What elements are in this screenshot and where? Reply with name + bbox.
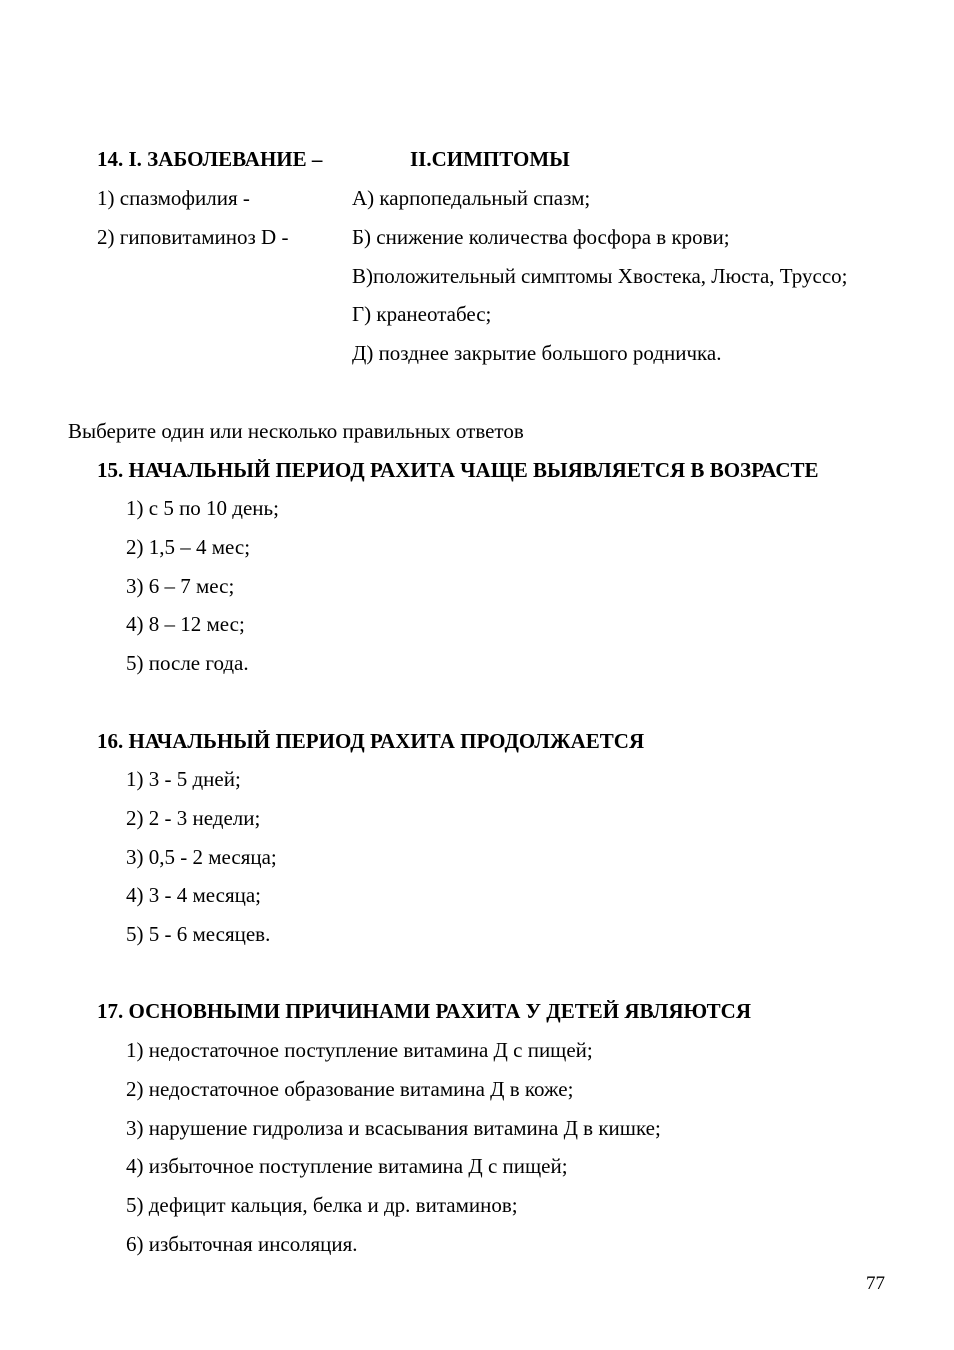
instruction-text: Выберите один или несколько правильных ответов: [68, 419, 524, 443]
q14-disease-2: 2) гиповитаминоз D -: [97, 225, 289, 249]
q14-title-left: 14. I. ЗАБОЛЕВАНИЕ –: [97, 147, 323, 171]
q17-option-5: 5) дефицит кальция, белка и др. витаминов;: [126, 1193, 518, 1217]
q15-option-2: 2) 1,5 – 4 мес;: [126, 535, 251, 559]
q14-symptom-d: Г) кранеотабес;: [352, 302, 492, 326]
q16-option-5: 5) 5 - 6 месяцев.: [126, 922, 271, 946]
q17-option-1: 1) недостаточное поступление витамина Д с пищей;: [126, 1038, 593, 1062]
q17-option-3: 3) нарушение гидролиза и всасывания витамина Д в кишке;: [126, 1116, 661, 1140]
q15-option-3: 3) 6 – 7 мес;: [126, 574, 235, 598]
q16-title: 16. НАЧАЛЬНЫЙ ПЕРИОД РАХИТА ПРОДОЛЖАЕТСЯ: [97, 729, 645, 753]
q14-symptom-c: В)положительный симптомы Хвостека, Люста, Труссо;: [352, 264, 848, 288]
q14-symptom-a: А) карпопедальный спазм;: [352, 186, 591, 210]
q17-option-2: 2) недостаточное образование витамина Д в коже;: [126, 1077, 574, 1101]
q17-title: 17. ОСНОВНЫМИ ПРИЧИНАМИ РАХИТА У ДЕТЕЙ ЯВЛЯЮТСЯ: [97, 999, 751, 1023]
q16-option-2: 2) 2 - 3 недели;: [126, 806, 261, 830]
page-number: 77: [866, 1273, 885, 1294]
q17-option-4: 4) избыточное поступление витамина Д с пищей;: [126, 1154, 568, 1178]
q16-option-4: 4) 3 - 4 месяца;: [126, 883, 261, 907]
q17-option-6: 6) избыточная инсоляция.: [126, 1232, 358, 1256]
q14-symptom-b: Б) снижение количества фосфора в крови;: [352, 225, 730, 249]
q14-title-right: II.СИМПТОМЫ: [410, 147, 570, 171]
q15-option-5: 5) после года.: [126, 651, 249, 675]
q16-option-3: 3) 0,5 - 2 месяца;: [126, 845, 277, 869]
q16-option-1: 1) 3 - 5 дней;: [126, 767, 241, 791]
q15-option-1: 1) с 5 по 10 день;: [126, 496, 279, 520]
q14-disease-1: 1) спазмофилия -: [97, 186, 250, 210]
q15-option-4: 4) 8 – 12 мес;: [126, 612, 245, 636]
q14-symptom-e: Д) позднее закрытие большого родничка.: [352, 341, 722, 365]
q15-title: 15. НАЧАЛЬНЫЙ ПЕРИОД РАХИТА ЧАЩЕ ВЫЯВЛЯЕТСЯ В ВОЗРАСТЕ: [97, 458, 819, 482]
